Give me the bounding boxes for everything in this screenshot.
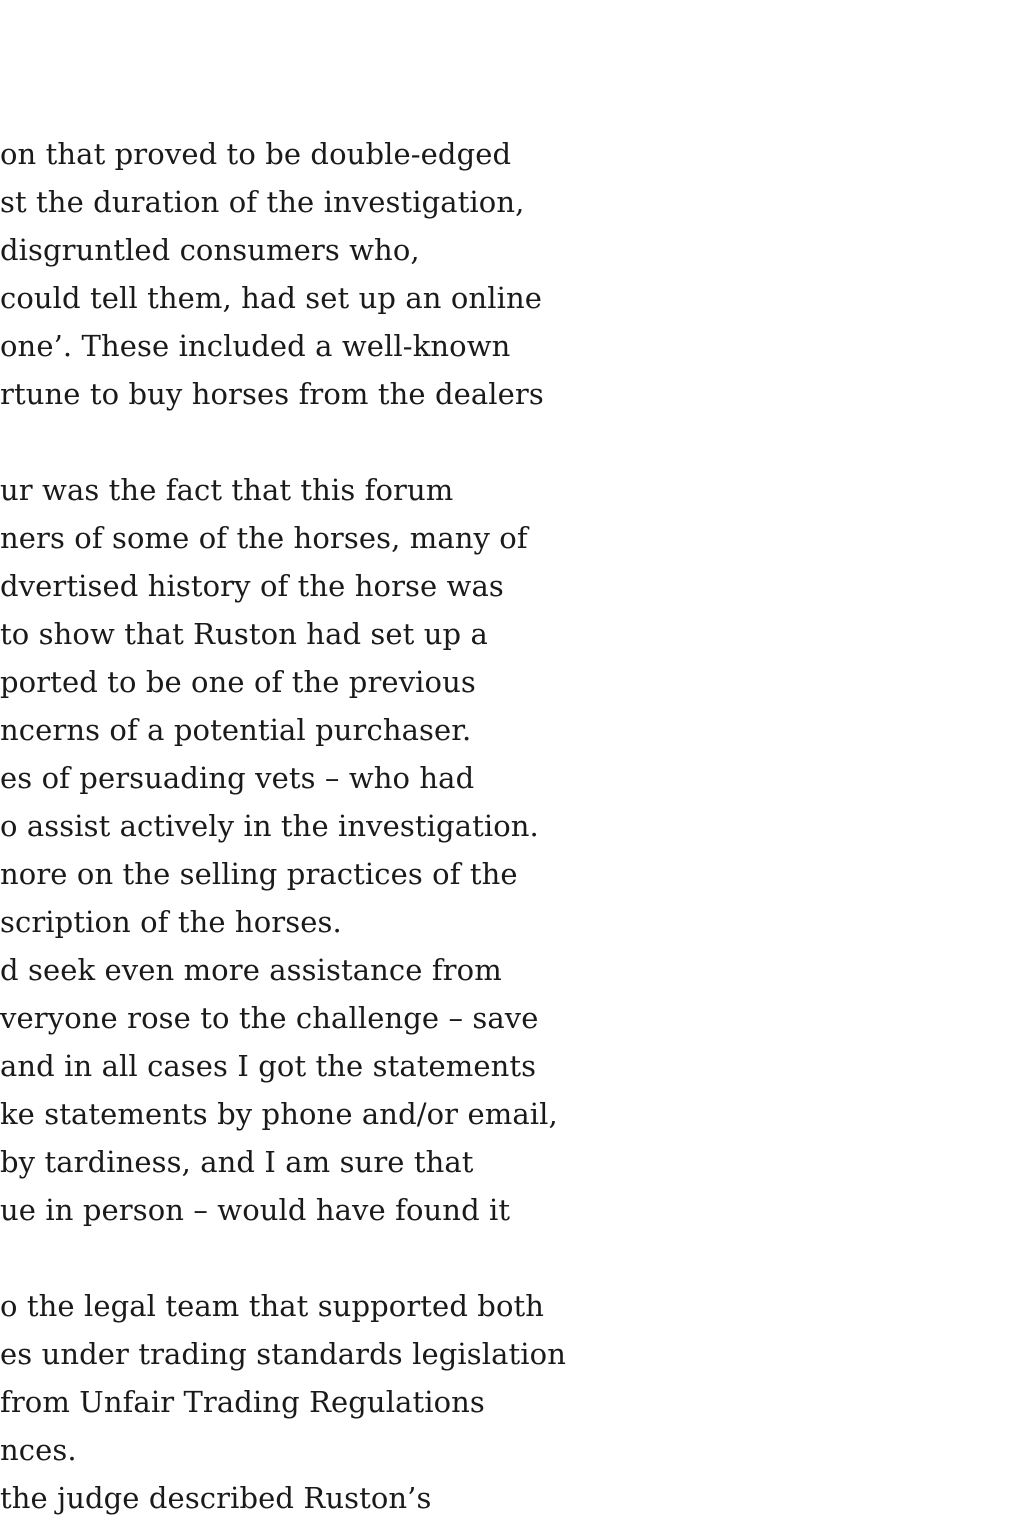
text-line: on that proved to be double-edged <box>0 137 512 171</box>
text-line: the judge described Ruston’s <box>0 1481 432 1515</box>
text-line: ncerns of a potential purchaser. <box>0 713 472 747</box>
text-line: nces. <box>0 1433 77 1467</box>
text-line: ue in person – would have found it <box>0 1193 511 1227</box>
paragraph-2 <box>0 466 600 1234</box>
paragraph-gap <box>0 1234 600 1282</box>
text-line: could tell them, had set up an online <box>0 281 542 315</box>
text-line: es under trading standards legislation <box>0 1337 567 1371</box>
text-line: from Unfair Trading Regulations <box>0 1385 485 1419</box>
text-line: ke statements by phone and/or email, <box>0 1097 558 1131</box>
text-line: nore on the selling practices of the <box>0 857 518 891</box>
text-line: ported to be one of the previous <box>0 665 476 699</box>
text-line: disgruntled consumers who, <box>0 233 420 267</box>
text-line: one’. These included a well-known <box>0 329 511 363</box>
text-line: o the legal team that supported both <box>0 1289 545 1323</box>
text-line: dvertised history of the horse was <box>0 569 504 603</box>
text-line: to show that Ruston had set up a <box>0 617 488 651</box>
paragraph-gap <box>0 418 600 466</box>
text-line: by tardiness, and I am sure that <box>0 1145 474 1179</box>
text-line: scription of the horses. <box>0 905 342 939</box>
text-line: and in all cases I got the statements <box>0 1049 537 1083</box>
text-line: ur was the fact that this forum <box>0 473 454 507</box>
text-line: d seek even more assistance from <box>0 953 502 987</box>
paragraph-1 <box>0 130 600 418</box>
body-text <box>0 130 600 1536</box>
text-line: veryone rose to the challenge – save <box>0 1001 539 1035</box>
text-line <box>0 1522 600 1536</box>
text-line: es of persuading vets – who had <box>0 761 475 795</box>
text-line: rtune to buy horses from the dealers <box>0 377 544 411</box>
text-line: o assist actively in the investigation. <box>0 809 539 843</box>
text-line: st the duration of the investigation, <box>0 185 525 219</box>
text-line: ners of some of the horses, many of <box>0 521 528 555</box>
paragraph-3 <box>0 1282 600 1536</box>
